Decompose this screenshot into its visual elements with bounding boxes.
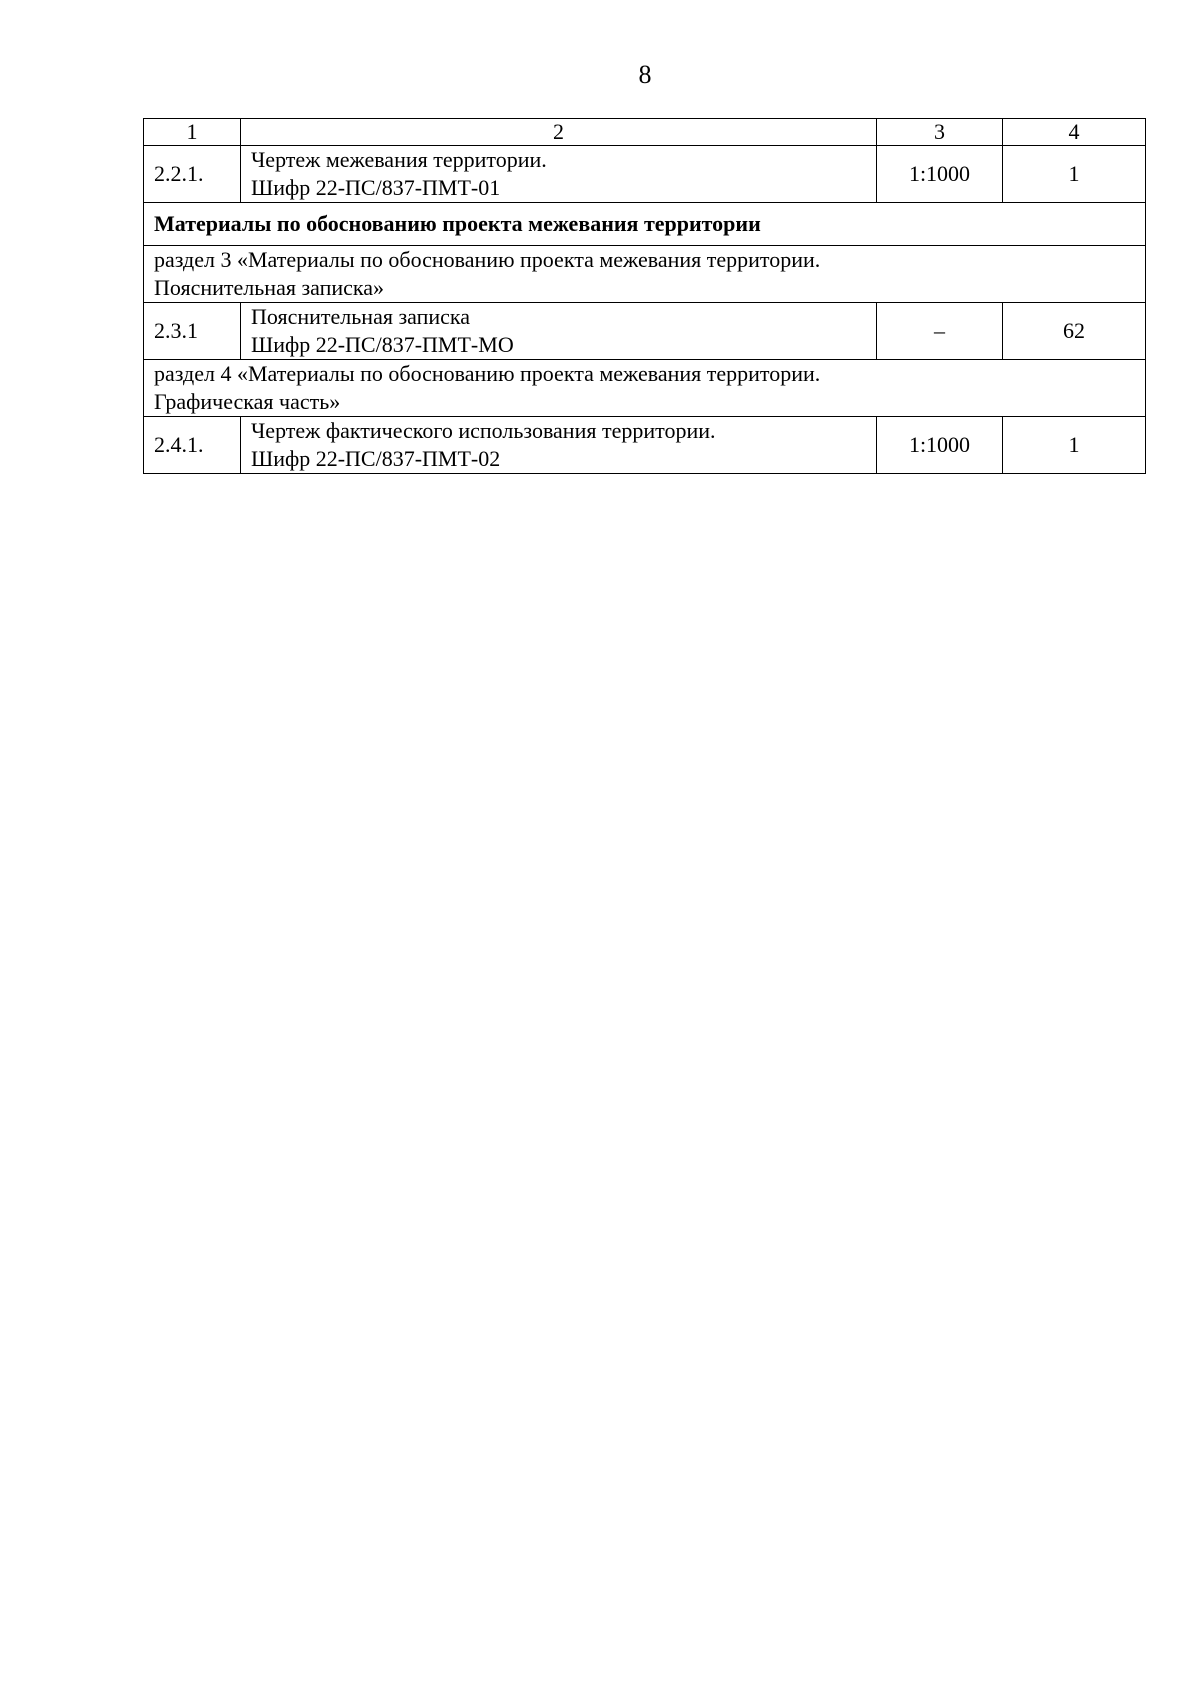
subsection-row — [144, 246, 1146, 303]
item-sheets: 1 — [1003, 417, 1146, 474]
subsection-title-line2: Графическая часть» — [154, 389, 341, 414]
item-number: 2.4.1. — [144, 417, 241, 474]
subsection-title-line1: раздел 3 «Материалы по обоснованию проекта межевания территории. — [154, 247, 821, 272]
subsection-title-line2: Пояснительная записка» — [154, 275, 385, 300]
table-row — [144, 417, 1146, 474]
subsection-title-line1: раздел 4 «Материалы по обоснованию проекта межевания территории. — [154, 361, 821, 386]
table-row — [144, 303, 1146, 360]
item-sheets: 62 — [1003, 303, 1146, 360]
subsection-title — [144, 246, 1146, 303]
documents-table — [143, 118, 1146, 474]
item-code: Шифр 22-ПС/837-ПМТ-02 — [251, 446, 501, 471]
item-scale: – — [877, 303, 1003, 360]
subsection-row — [144, 360, 1146, 417]
item-code: Шифр 22-ПС/837-ПМТ-01 — [251, 175, 501, 200]
table-row — [144, 146, 1146, 203]
column-number-3: 3 — [877, 119, 1003, 146]
item-title: Чертеж межевания территории. — [251, 147, 547, 172]
column-number-4: 4 — [1003, 119, 1146, 146]
column-number-2: 2 — [241, 119, 877, 146]
item-name — [241, 146, 877, 203]
item-number: 2.2.1. — [144, 146, 241, 203]
table-header-row — [144, 119, 1146, 146]
item-number: 2.3.1 — [144, 303, 241, 360]
item-scale: 1:1000 — [877, 146, 1003, 203]
column-number-1: 1 — [144, 119, 241, 146]
item-title: Пояснительная записка — [251, 304, 471, 329]
subsection-title — [144, 360, 1146, 417]
item-code: Шифр 22-ПС/837-ПМТ-МО — [251, 332, 514, 357]
item-name — [241, 303, 877, 360]
page-number: 8 — [638, 60, 652, 89]
item-sheets: 1 — [1003, 146, 1146, 203]
item-scale: 1:1000 — [877, 417, 1003, 474]
item-title: Чертеж фактического использования территории. — [251, 418, 716, 443]
section-heading: Материалы по обоснованию проекта межевания территории — [144, 203, 1146, 246]
section-heading-row — [144, 203, 1146, 246]
item-name — [241, 417, 877, 474]
